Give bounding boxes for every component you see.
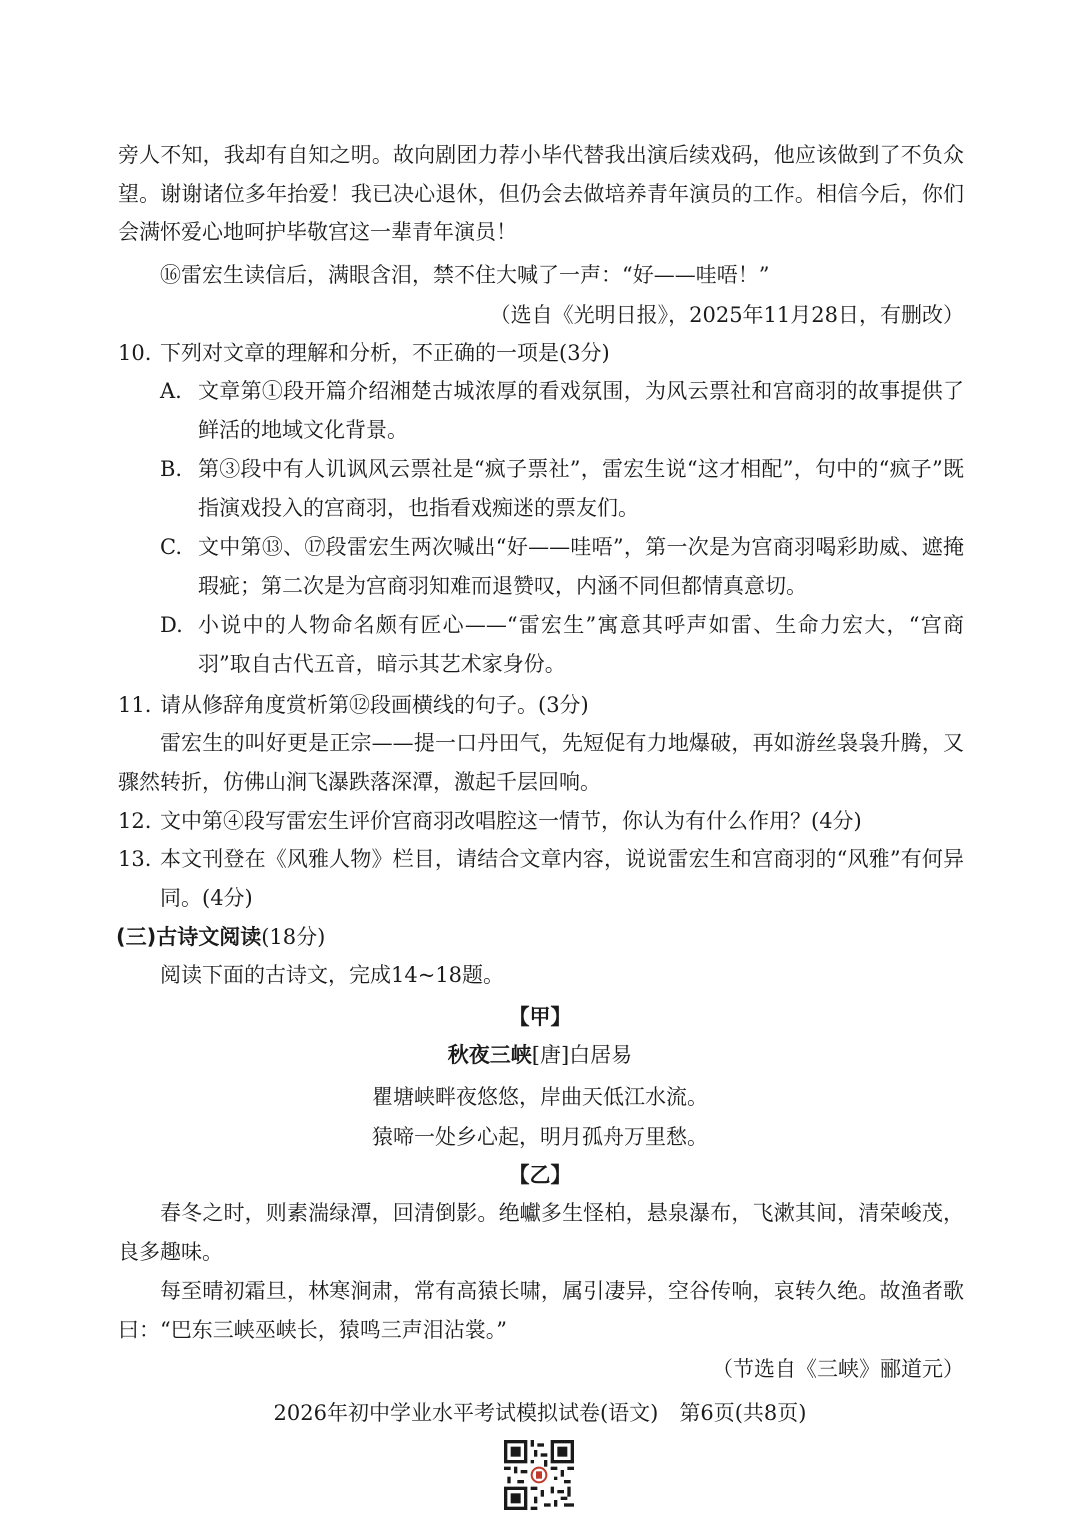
q10-option-b-label: B. — [160, 457, 183, 481]
section3-heading — [116, 918, 325, 957]
section3-title: (三)古诗文阅读 — [116, 925, 262, 949]
q10-option-c-label: C. — [160, 535, 182, 559]
q10-option-d-text: 小说中的人物命名颇有匠心——“雷宏生”寓意其呼声如雷、生命力宏大，“宫商羽”取自古代五音，暗示其艺术家身份。 — [198, 613, 964, 676]
section3-instruction: 阅读下面的古诗文，完成14~18题。 — [160, 963, 505, 987]
jia-poem-line-1: 瞿塘峡畔夜悠悠，岸曲天低江水流。 — [372, 1085, 708, 1109]
story-source: （选自《光明日报》，2025年11月28日，有删改） — [489, 303, 964, 327]
q10-option-d-label: D. — [160, 613, 183, 637]
page-footer: 2026年初中学业水平考试模拟试卷(语文) 第6页(共8页) — [273, 1401, 807, 1425]
jia-title: 秋夜三峡 — [447, 1043, 532, 1067]
yi-paragraph-1: 春冬之时，则素湍绿潭，回清倒影。绝巘多生怪柏，悬泉瀑布，飞漱其间，清荣峻茂，良多趣味。 — [118, 1201, 964, 1264]
q10-option-c-text: 文中第⑬、⑰段雷宏生两次喊出“好——哇唔”，第一次是为宫商羽喝彩助威、遮掩瑕疵；第二次是为宫商羽知难而退赞叹，内涵不同但都情真意切。 — [198, 535, 964, 598]
q11-stem: 请从修辞角度赏析第⑫段画横线的句子。(3分) — [160, 693, 589, 717]
q11-quote: 雷宏生的叫好更是正宗——提一口丹田气，先短促有力地爆破，再如游丝袅袅升腾，又骤然转折，仿佛山涧飞瀑跌落深潭，激起千层回响。 — [118, 731, 964, 794]
q10-option-a-label: A. — [160, 379, 182, 403]
q12-number: 12. — [118, 809, 152, 833]
q12-stem: 文中第④段写雷宏生评价宫商羽改唱腔这一情节，你认为有什么作用？(4分) — [160, 809, 862, 833]
q10-number: 10. — [118, 341, 152, 365]
section3-score: (18分) — [261, 925, 326, 949]
yi-paragraph-2: 每至晴初霜旦，林寒涧肃，常有高猿长啸，属引凄异，空谷传响，哀转久绝。故渔者歌曰：“巴东三峡巫峡长，猿鸣三声泪沾裳。” — [118, 1279, 964, 1342]
q10-stem: 下列对文章的理解和分析，不正确的一项是(3分) — [160, 341, 610, 365]
letter-paragraph: 旁人不知，我却有自知之明。故向剧团力荐小毕代替我出演后续戏码，他应该做到了不负众望。谢谢诸位多年抬爱！我已决心退休，但仍会去做培养青年演员的工作。相信今后，你们会满怀爱心地呵护毕敬宫这一辈青年演员！ — [118, 143, 964, 244]
jia-author: [唐]白居易 — [531, 1043, 633, 1067]
q11-number: 11. — [118, 693, 152, 717]
qr-code-icon — [504, 1440, 574, 1510]
q13-stem: 本文刊登在《风雅人物》栏目，请结合文章内容，说说雷宏生和宫商羽的“风雅”有何异同。(4分) — [160, 847, 964, 910]
jia-title-line — [0, 1036, 1080, 1075]
q10-option-a-text: 文章第①段开篇介绍湘楚古城浓厚的看戏氛围，为风云票社和宫商羽的故事提供了鲜活的地域文化背景。 — [198, 379, 964, 442]
yi-source: （节选自《三峡》郦道元） — [712, 1357, 964, 1381]
jia-poem-line-2: 猿啼一处乡心起，明月孤舟万里愁。 — [372, 1125, 708, 1149]
q10-option-b-text: 第③段中有人讥讽风云票社是“疯子票社”，雷宏生说“这才相配”，句中的“疯子”既指演戏投入的宫商羽，也指看戏痴迷的票友们。 — [198, 457, 964, 520]
jia-label: 【甲】 — [508, 1005, 572, 1029]
paragraph-16: ⑯雷宏生读信后，满眼含泪，禁不住大喊了一声：“好——哇唔！” — [160, 263, 770, 287]
yi-label: 【乙】 — [508, 1163, 572, 1187]
q13-number: 13. — [118, 847, 152, 871]
